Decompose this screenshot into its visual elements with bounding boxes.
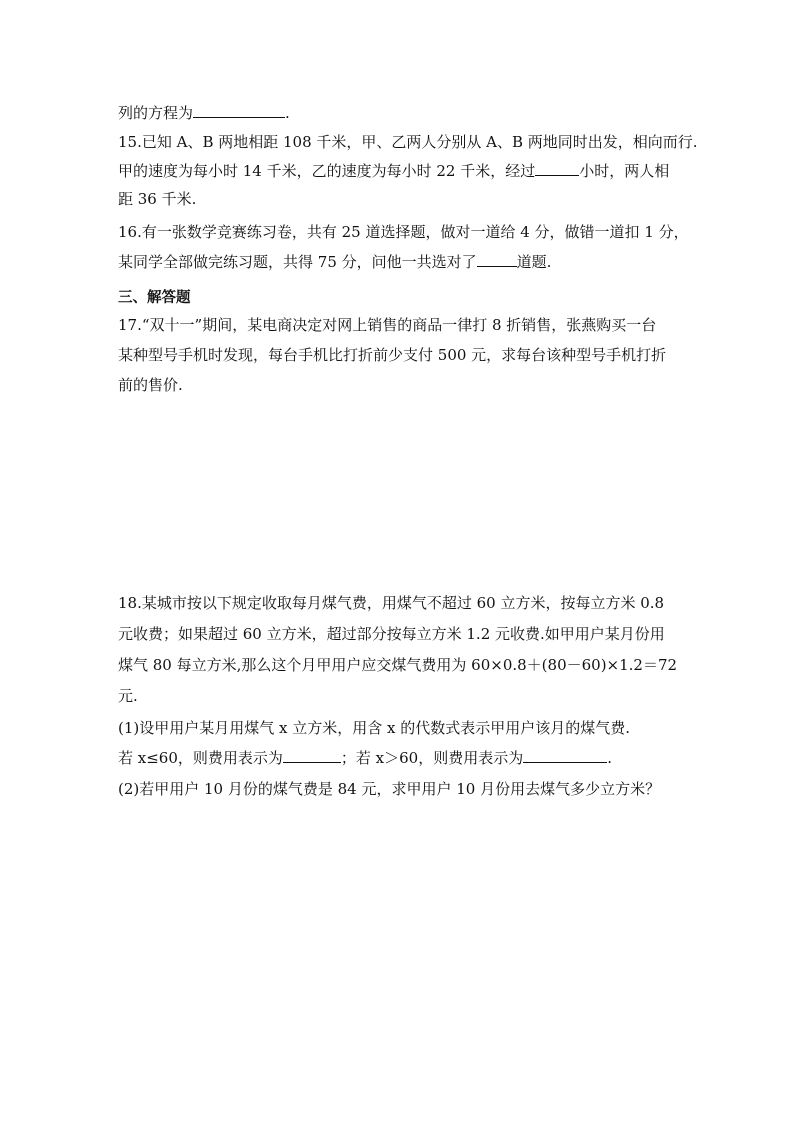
problem-16-line-2	[118, 251, 551, 273]
condition-end: .	[607, 749, 612, 767]
problem-18-line-4: 元.	[118, 687, 138, 705]
problem-14-tail	[118, 102, 290, 124]
problem-15-line-1: 15.已知 A、B 两地相距 108 千米，甲、乙两人分别从 A、B 两地同时出发，相向而行.	[118, 133, 698, 151]
problem-16-text-b: 道题.	[516, 253, 552, 271]
problem-14-end: .	[285, 104, 290, 122]
problem-18-line-3: 煤气 80 每立方米,那么这个月甲用户应交煤气费用为 60×0.8＋(80－60)×1.2＝72	[118, 656, 678, 674]
problem-17-line-3: 前的售价.	[118, 376, 183, 394]
problem-18-question-1: (1)设甲用户某月用煤气 x 立方米，用含 x 的代数式表示甲用户该月的煤气费.	[118, 719, 631, 737]
section-heading: 三、解答题	[118, 290, 191, 306]
problem-17-line-2: 某种型号手机时发现，每台手机比打折前少支付 500 元，求每台该种型号手机打折	[118, 346, 667, 364]
problem-15-line-3: 距 36 千米.	[118, 190, 197, 208]
answer-blank[interactable]	[283, 747, 341, 763]
problem-15-line-2	[118, 160, 669, 182]
condition-a: 若 x≤60，则费用表示为	[118, 749, 283, 767]
problem-16-text-a: 某同学全部做完练习题，共得 75 分，问他一共选对了	[118, 253, 477, 271]
problem-14-text: 列的方程为	[118, 104, 194, 122]
problem-15-text-b: 小时，两人相	[579, 162, 670, 180]
problem-18-question-1-fill	[118, 747, 612, 769]
answer-blank[interactable]	[477, 251, 517, 267]
problem-16-line-1: 16.有一张数学竞赛练习卷，共有 25 道选择题，做对一道给 4 分，做错一道扣 1 分，	[118, 223, 689, 241]
problem-15-text-a: 甲的速度为每小时 14 千米，乙的速度为每小时 22 千米，经过	[118, 162, 536, 180]
problem-18-question-2: (2)若甲用户 10 月份的煤气费是 84 元，求甲用户 10 月份用去煤气多少立方米？	[118, 780, 661, 798]
problem-18-line-2: 元收费；如果超过 60 立方米，超过部分按每立方米 1.2 元收费.如甲用户某月份用	[118, 625, 665, 643]
problem-17-line-1: 17.“双十一”期间，某电商决定对网上销售的商品一律打 8 折销售，张燕购买一台	[118, 316, 657, 334]
answer-blank[interactable]	[535, 160, 579, 176]
problem-18-line-1: 18.某城市按以下规定收取每月煤气费，用煤气不超过 60 立方米，按每立方米 0.8	[118, 594, 665, 612]
condition-b: ；若 x＞60，则费用表示为	[340, 749, 524, 767]
answer-blank[interactable]	[193, 102, 285, 118]
answer-blank[interactable]	[523, 747, 607, 763]
